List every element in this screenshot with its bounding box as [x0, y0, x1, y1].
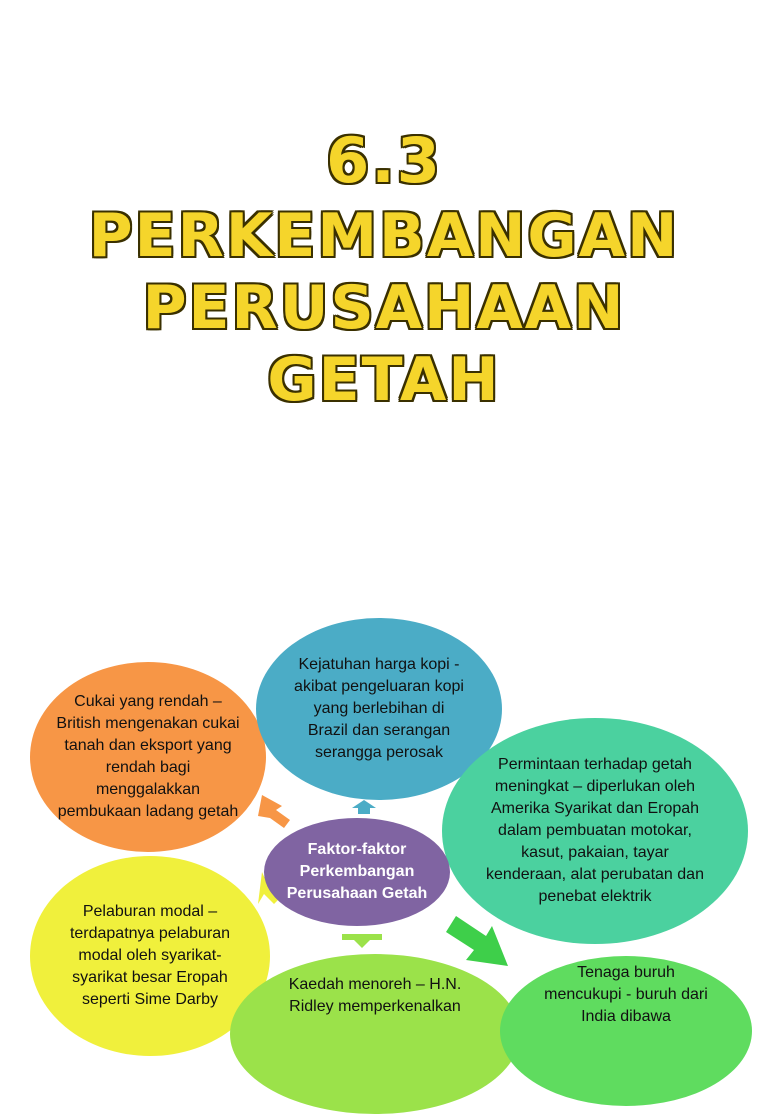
factor-text-tenaga: Tenaga buruh mencukupi - buruh dari India dibawa — [544, 964, 708, 1025]
factor-text-permintaan: Permintaan terhadap getah meningkat – diperlukan oleh Amerika Syarikat dan Eropah dalam pembuatan motokar, kasut, pakaian, tayar kenderaan, alat perubatan dan penebat elektrik — [486, 756, 704, 905]
center-node — [264, 818, 450, 926]
arrow-up — [352, 800, 376, 814]
title-line-2: PERUSAHAAN — [142, 273, 626, 343]
factor-node-tenaga — [500, 956, 752, 1106]
factor-node-cukai — [30, 662, 266, 852]
title-line-1: PERKEMBANGAN — [88, 201, 680, 271]
factor-node-permintaan — [442, 718, 748, 944]
title-number: 6.3 — [326, 124, 442, 197]
slide-title — [0, 124, 768, 415]
factor-text-pelaburan: Pelaburan modal – terdapatnya pelaburan modal oleh syarikat-syarikat besar Eropah seperti Sime Darby — [69, 903, 231, 1008]
arrow-up-left — [258, 795, 290, 828]
factor-text-kopi: Kejatuhan harga kopi - akibat pengeluaran kopi yang berlebihan di Brazil dan serangan serangga perosak — [294, 656, 464, 761]
factor-node-kaedah — [230, 954, 520, 1114]
factor-text-cukai: Cukai yang rendah – British mengenakan cukai tanah dan eksport yang rendah bagi menggalakkan pembukaan ladang getah — [56, 693, 240, 820]
arrow-down — [342, 934, 382, 948]
title-line-3: GETAH — [267, 345, 501, 415]
factor-text-kaedah: Kaedah menoreh – H.N. Ridley memperkenalkan — [288, 976, 462, 1015]
arrow-down-right — [446, 916, 508, 966]
center-node-text: Faktor-faktor Perkembangan Perusahaan Getah — [286, 841, 428, 902]
factors-diagram — [0, 600, 768, 1024]
